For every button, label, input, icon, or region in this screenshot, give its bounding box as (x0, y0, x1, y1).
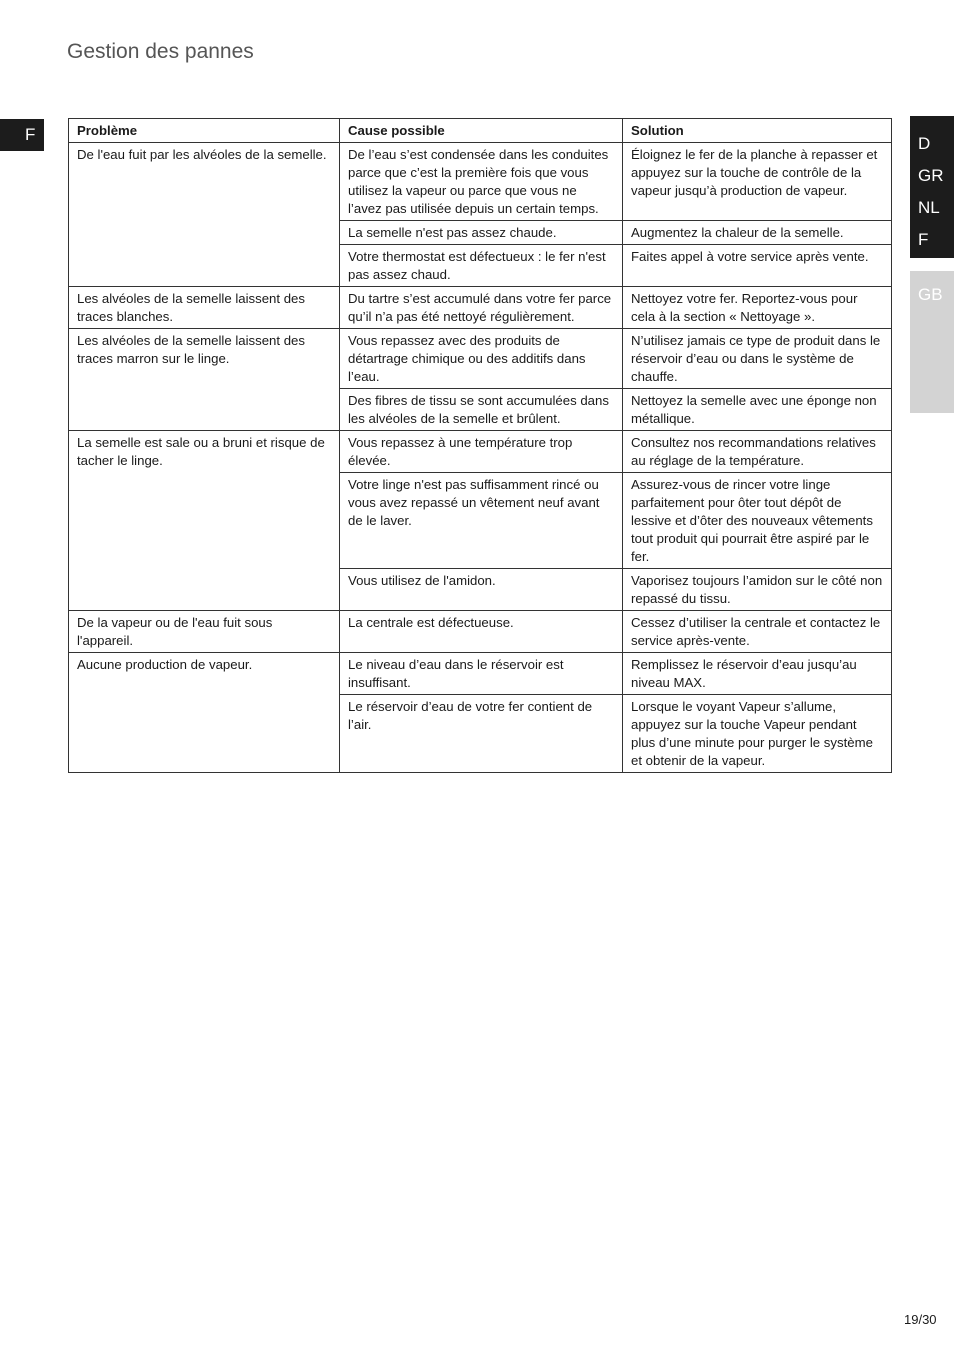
cause-cell: De l’eau s’est condensée dans les conduites parce que c’est la première fois que vous utilisez la vapeur ou parce que vous ne l’avez pas utilisée depuis un certain temps. (340, 143, 623, 221)
problem-cell: De la vapeur ou de l'eau fuit sous l'appareil. (69, 611, 340, 653)
table-header-row (69, 119, 892, 143)
language-index-dark (910, 116, 954, 258)
solution-cell: Assurez-vous de rincer votre linge parfaitement pour ôter tout dépôt de lessive et d’ôter des nouveaux vêtements tout produit qui pourrait être aspiré par le fer. (623, 473, 892, 569)
table-row (69, 287, 892, 329)
table-row (69, 611, 892, 653)
cause-cell: Le réservoir d’eau de votre fer contient de l’air. (340, 695, 623, 773)
language-index-light (910, 271, 954, 413)
solution-cell: Éloignez le fer de la planche à repasser et appuyez sur la touche de contrôle de la vapeur jusqu’à production de vapeur. (623, 143, 892, 221)
language-tab-gr[interactable]: GR (918, 166, 944, 185)
page-number: 19/30 (904, 1312, 937, 1327)
cause-cell: Des fibres de tissu se sont accumulées dans les alvéoles de la semelle et brûlent. (340, 389, 623, 431)
troubleshooting-table (68, 118, 892, 773)
cause-cell: Votre linge n'est pas suffisamment rincé ou vous avez repassé un vêtement neuf avant de le laver. (340, 473, 623, 569)
solution-cell: Nettoyez votre fer. Reportez-vous pour cela à la section « Nettoyage ». (623, 287, 892, 329)
solution-cell: Cessez d’utiliser la centrale et contactez le service après-vente. (623, 611, 892, 653)
column-header-problem: Problème (69, 119, 340, 143)
problem-cell: Aucune production de vapeur. (69, 653, 340, 773)
page-title: Gestion des pannes (67, 40, 254, 63)
problem-cell: Les alvéoles de la semelle laissent des traces marron sur le linge. (69, 329, 340, 431)
cause-cell: Le niveau d’eau dans le réservoir est insuffisant. (340, 653, 623, 695)
language-tab-d[interactable]: D (918, 134, 931, 153)
table-row (69, 329, 892, 389)
solution-cell: Faites appel à votre service après vente. (623, 245, 892, 287)
cause-cell: Du tartre s’est accumulé dans votre fer parce qu’il n’a pas été nettoyé régulièrement. (340, 287, 623, 329)
solution-cell: Vaporisez toujours l’amidon sur le côté non repassé du tissu. (623, 569, 892, 611)
solution-cell: Nettoyez la semelle avec une éponge non métallique. (623, 389, 892, 431)
column-header-solution: Solution (623, 119, 892, 143)
solution-cell: N’utilisez jamais ce type de produit dans le réservoir d’eau ou dans le système de chauffe. (623, 329, 892, 389)
table-body (69, 143, 892, 773)
cause-cell: Votre thermostat est défectueux : le fer n'est pas assez chaud. (340, 245, 623, 287)
solution-cell: Remplissez le réservoir d’eau jusqu’au niveau MAX. (623, 653, 892, 695)
language-tab-nl[interactable]: NL (918, 198, 940, 217)
current-language-tab[interactable]: F (0, 119, 44, 151)
language-tab-f[interactable]: F (918, 230, 929, 249)
problem-cell: De l'eau fuit par les alvéoles de la semelle. (69, 143, 340, 287)
solution-cell: Lorsque le voyant Vapeur s’allume, appuyez sur la touche Vapeur pendant plus d’une minute pour purger le système et obtenir de la vapeur. (623, 695, 892, 773)
solution-cell: Consultez nos recommandations relatives au réglage de la température. (623, 431, 892, 473)
table-row (69, 143, 892, 221)
language-tab-gb[interactable]: GB (918, 285, 943, 304)
cause-cell: Vous repassez avec des produits de détartrage chimique ou des additifs dans l’eau. (340, 329, 623, 389)
problem-cell: La semelle est sale ou a bruni et risque de tacher le linge. (69, 431, 340, 611)
table-row (69, 653, 892, 695)
cause-cell: La centrale est défectueuse. (340, 611, 623, 653)
problem-cell: Les alvéoles de la semelle laissent des traces blanches. (69, 287, 340, 329)
table-row (69, 431, 892, 473)
solution-cell: Augmentez la chaleur de la semelle. (623, 221, 892, 245)
cause-cell: Vous utilisez de l'amidon. (340, 569, 623, 611)
column-header-cause: Cause possible (340, 119, 623, 143)
cause-cell: Vous repassez à une température trop élevée. (340, 431, 623, 473)
cause-cell: La semelle n'est pas assez chaude. (340, 221, 623, 245)
